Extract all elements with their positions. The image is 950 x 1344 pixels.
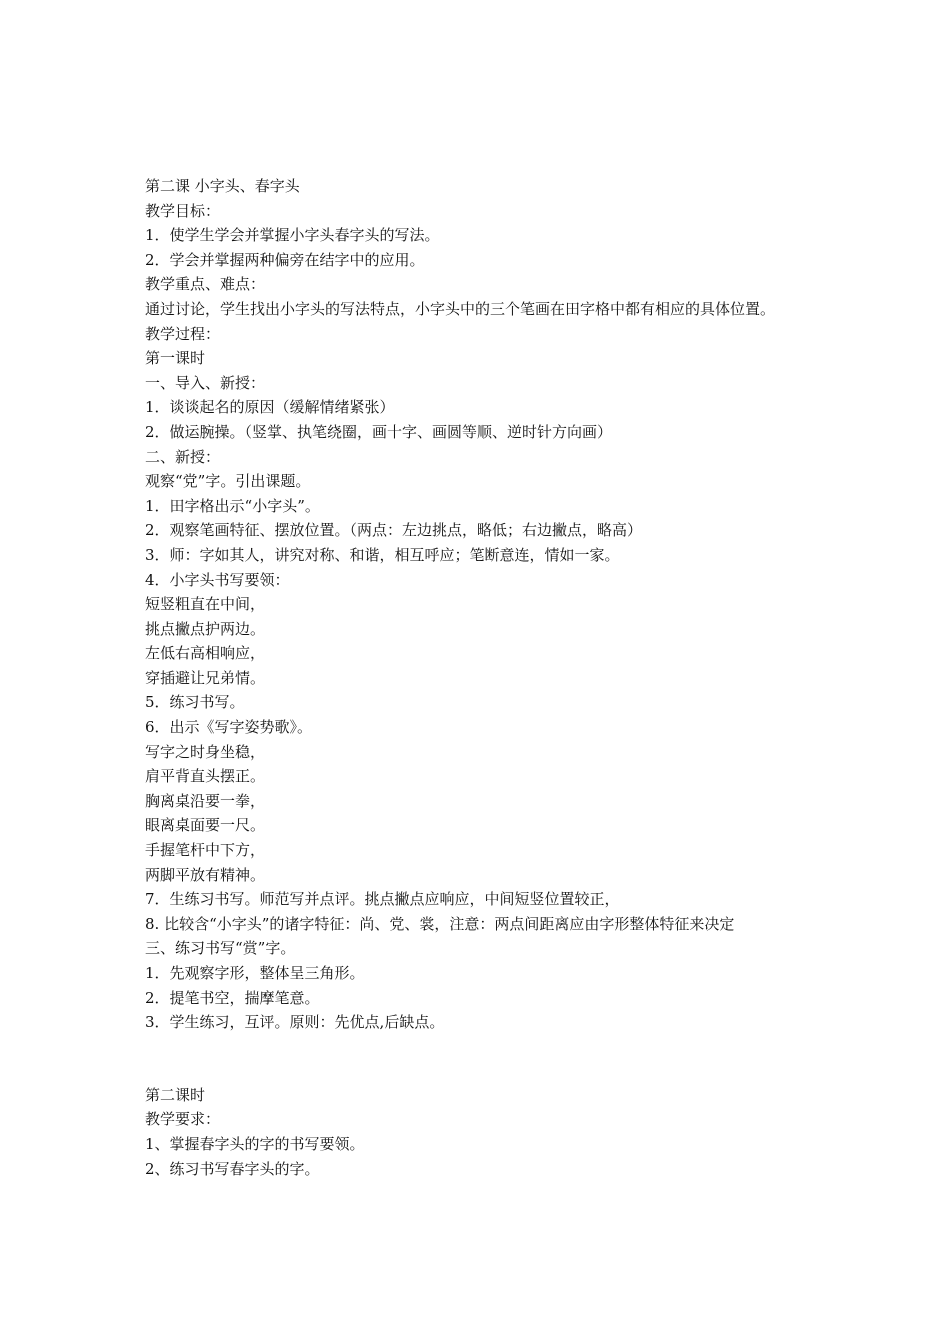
- period2-req-item: 2、练习书写春字头的字。: [145, 1159, 320, 1178]
- period2-req-heading: 教学要求：: [145, 1110, 221, 1129]
- section3-item: 3．学生练习，互评。原则：先优点,后缺点。: [145, 1013, 445, 1032]
- goal-item: 2．学会并掌握两种偏旁在结字中的应用。: [145, 250, 425, 269]
- period2-req-item: 1、掌握春字头的字的书写要领。: [145, 1134, 365, 1153]
- rhyme2-line: 胸离桌沿要一拳，: [145, 791, 266, 810]
- section2-intro: 观察“党”字。引出课题。: [145, 472, 311, 491]
- section2-item: 2．观察笔画特征、摆放位置。（两点：左边挑点，略低；右边撇点，略高）: [145, 521, 643, 540]
- rhyme1-line: 短竖粗直在中间，: [145, 595, 266, 614]
- rhyme2-line: 两脚平放有精神。: [145, 865, 266, 884]
- rhyme2-line: 手握笔杆中下方，: [145, 841, 266, 860]
- key-points-heading: 教学重点、难点：: [145, 275, 266, 294]
- section1-item: 2．做运腕操。（竖掌、执笔绕圈，画十字、画圆等顺、逆时针方向画）: [145, 422, 613, 441]
- lesson-title: 第二课 小字头、春字头: [145, 177, 300, 195]
- section2-item: 3．师：字如其人，讲究对称、和谐，相互呼应；笔断意连，情如一家。: [145, 545, 620, 564]
- rhyme1-line: 左低右高相响应，: [145, 644, 266, 663]
- rhyme2-line: 肩平背直头摆正。: [145, 767, 266, 786]
- goals-heading: 教学目标：: [145, 201, 221, 220]
- section2-item: 5．练习书写。: [145, 693, 245, 712]
- rhyme2-line: 写字之时身坐稳，: [145, 742, 266, 761]
- document-body: [145, 174, 815, 1181]
- key-points-text: 通过讨论，学生找出小字头的写法特点，小字头中的三个笔画在田字格中都有相应的具体位置。: [145, 299, 776, 318]
- section1-item: 1．谈谈起名的原因（缓解情绪紧张）: [145, 398, 395, 417]
- period2-title: 第二课时: [145, 1085, 206, 1104]
- section2-item: 6．出示《写字姿势歌》。: [145, 718, 313, 737]
- section3-title: 三、练习书写“赏”字。: [145, 939, 296, 958]
- rhyme1-line: 挑点撇点护两边。: [145, 619, 266, 638]
- rhyme2-line: 眼离桌面要一尺。: [145, 816, 266, 835]
- section3-item: 1．先观察字形，整体呈三角形。: [145, 964, 365, 982]
- section1-title: 一、导入、新授：: [145, 373, 266, 392]
- period1-title: 第一课时: [145, 349, 206, 368]
- blank-gap: [145, 1035, 815, 1083]
- goal-item: 1．使学生学会并掌握小字头春字头的写法。: [145, 226, 440, 245]
- section2-item: 4．小字头书写要领：: [145, 570, 290, 589]
- process-heading: 教学过程：: [145, 324, 221, 343]
- section3-item: 2．提笔书空，揣摩笔意。: [145, 988, 320, 1007]
- section2-item: 1．田字格出示“小字头”。: [145, 496, 320, 515]
- section2-item: 7．生练习书写。师范写并点评。挑点撇点应响应，中间短竖位置较正，: [145, 890, 620, 909]
- section2-title: 二、新授：: [145, 447, 221, 466]
- rhyme1-line: 穿插避让兄弟情。: [145, 668, 266, 687]
- section2-item: 8. 比较含“小字头”的诸字特征：尚、党、裳，注意：两点间距离应由字形整体特征来决定: [145, 914, 735, 933]
